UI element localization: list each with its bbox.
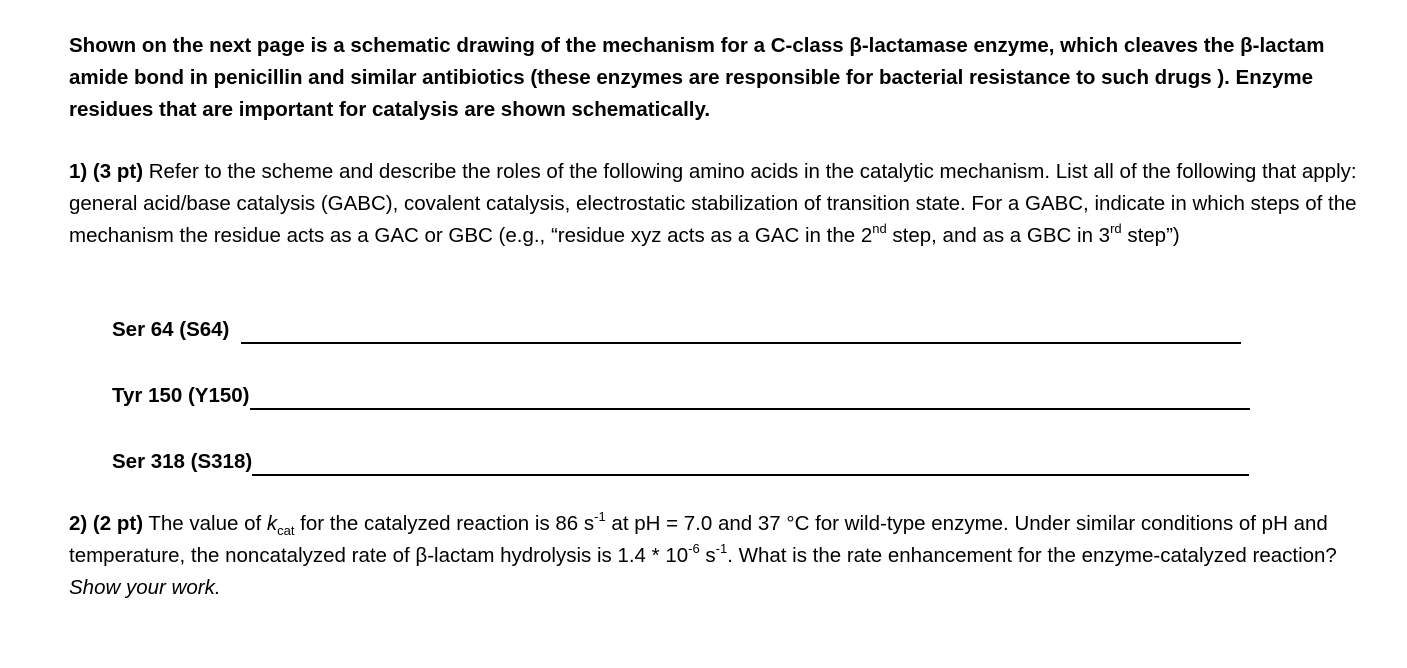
residue-label-tyr150: Tyr 150 (Y150) [112,384,250,407]
answer-blank-tyr150[interactable] [250,386,1250,410]
answer-row-tyr150 [112,382,1250,410]
answer-blank-ser318[interactable] [252,452,1249,476]
intro-paragraph: Shown on the next page is a schematic drawing of the mechanism for a C-class β-lactamase enzyme, which cleaves the β-lactam amide bond in penicillin and similar antibiotics (these enzymes are responsible for bacterial resistance to such drugs ). Enzyme residues that are important for catalysis are shown schematically. [69,34,1325,121]
document-page [69,30,1369,599]
answer-row-ser318 [112,448,1249,476]
question-1-text-a: Refer to the scheme and describe the roles of the following amino acids in the catalytic mechanism. List all of the following that apply: general acid/base catalysis (GABC), covalent catalysis, electrostatic stabilization of transition state. For a GABC, indicate in which steps of the mechanism the residue acts as a GAC or GBC (e.g., “residue xyz acts as a GAC in the 2 [69,160,1357,247]
question-1-sup-nd: nd [872,221,887,237]
question-2-label: 2) (2 pt) [69,512,144,535]
kcat-subscript: cat [277,523,295,539]
answer-blank-ser64[interactable] [241,320,1241,344]
question-1-text-c: step”) [1121,224,1180,247]
answer-row-ser64 [112,316,1241,344]
question-2-sup-b: -6 [688,541,700,557]
question-1 [69,156,1359,252]
question-2-text-d: s [699,544,716,567]
question-2-text-b: for the catalyzed reaction is 86 s [294,512,595,535]
question-1-text-b: step, and as a GBC in 3 [886,224,1111,247]
question-2-text-c: at pH = 7.0 and 37 °C for wild-type enzyme. Under similar conditions of pH and temperature, the noncatalyzed rate of β-lactam hydrolysis is 1.4 * 10 [69,512,1328,567]
question-2-sup-a: -1 [594,509,606,525]
show-work-emphasis: Show your work. [69,576,221,599]
question-2-text-a: The value of [143,512,267,535]
residue-label-ser318: Ser 318 (S318) [112,450,253,473]
question-1-label: 1) (3 pt) [69,160,144,183]
question-2-sup-c: -1 [715,541,728,557]
question-1-sup-rd: rd [1110,221,1122,237]
question-2-text-e: . What is the rate enhancement for the enzyme-catalyzed reaction? [727,544,1337,567]
question-2 [69,508,1359,604]
residue-label-ser64: Ser 64 (S64) [112,318,230,341]
kcat-symbol: k [266,512,278,535]
